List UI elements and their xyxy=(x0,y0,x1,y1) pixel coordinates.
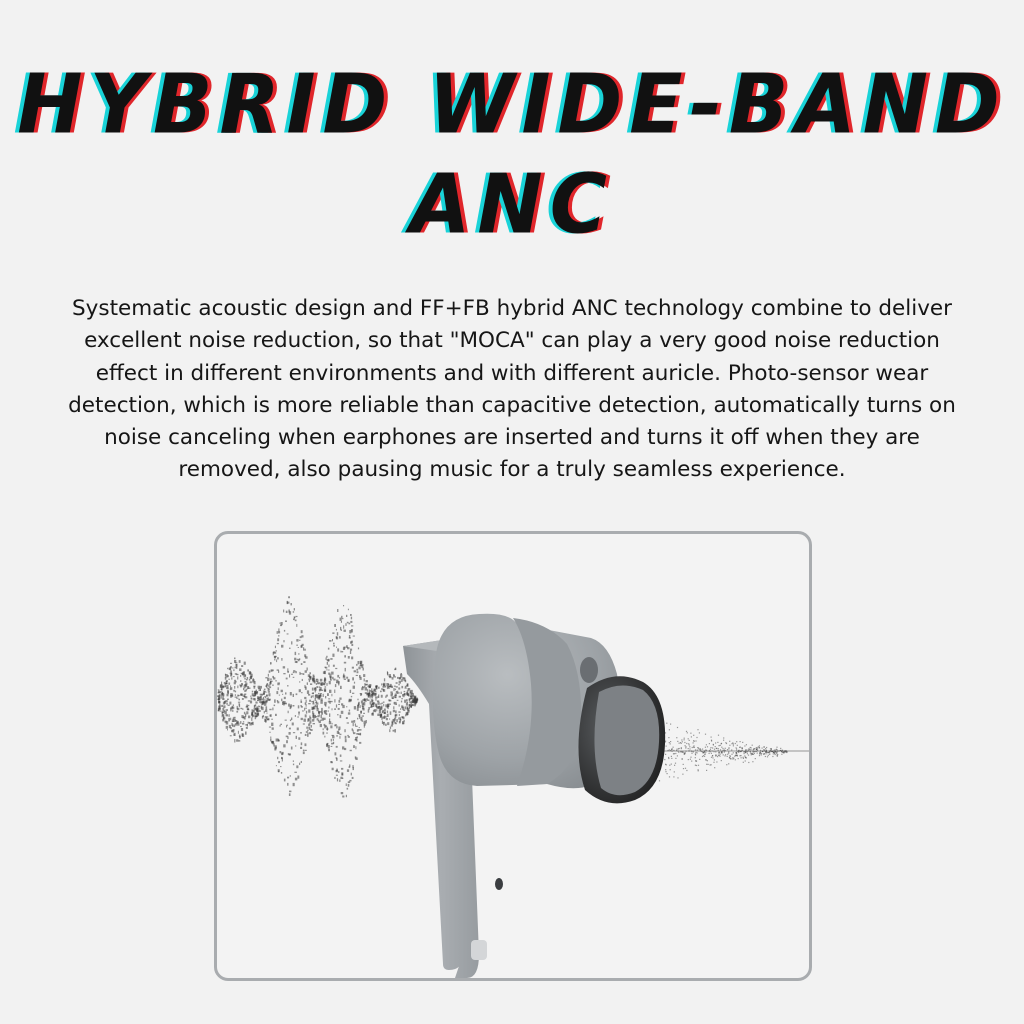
headline-line-1: HYBRID WIDE-BAND xyxy=(17,57,1007,153)
earbud-illustration xyxy=(217,534,809,978)
earbud-icon xyxy=(403,614,665,978)
product-image-frame xyxy=(214,531,812,981)
headline-line-2: ANC xyxy=(410,157,614,253)
feature-description: Systematic acoustic design and FF+FB hybrid ANC technology combine to deliver excellent noise reduction, so that "MOCA" can play a very good noise reduction effect in different environments and with different auricle. Photo-sensor wear detection, which is more reliable than capacitive detection, automatically turns on noise canceling when earphones are inserted and turns it off when they are removed, also pausing music for a truly seamless experience. xyxy=(68,296,956,483)
